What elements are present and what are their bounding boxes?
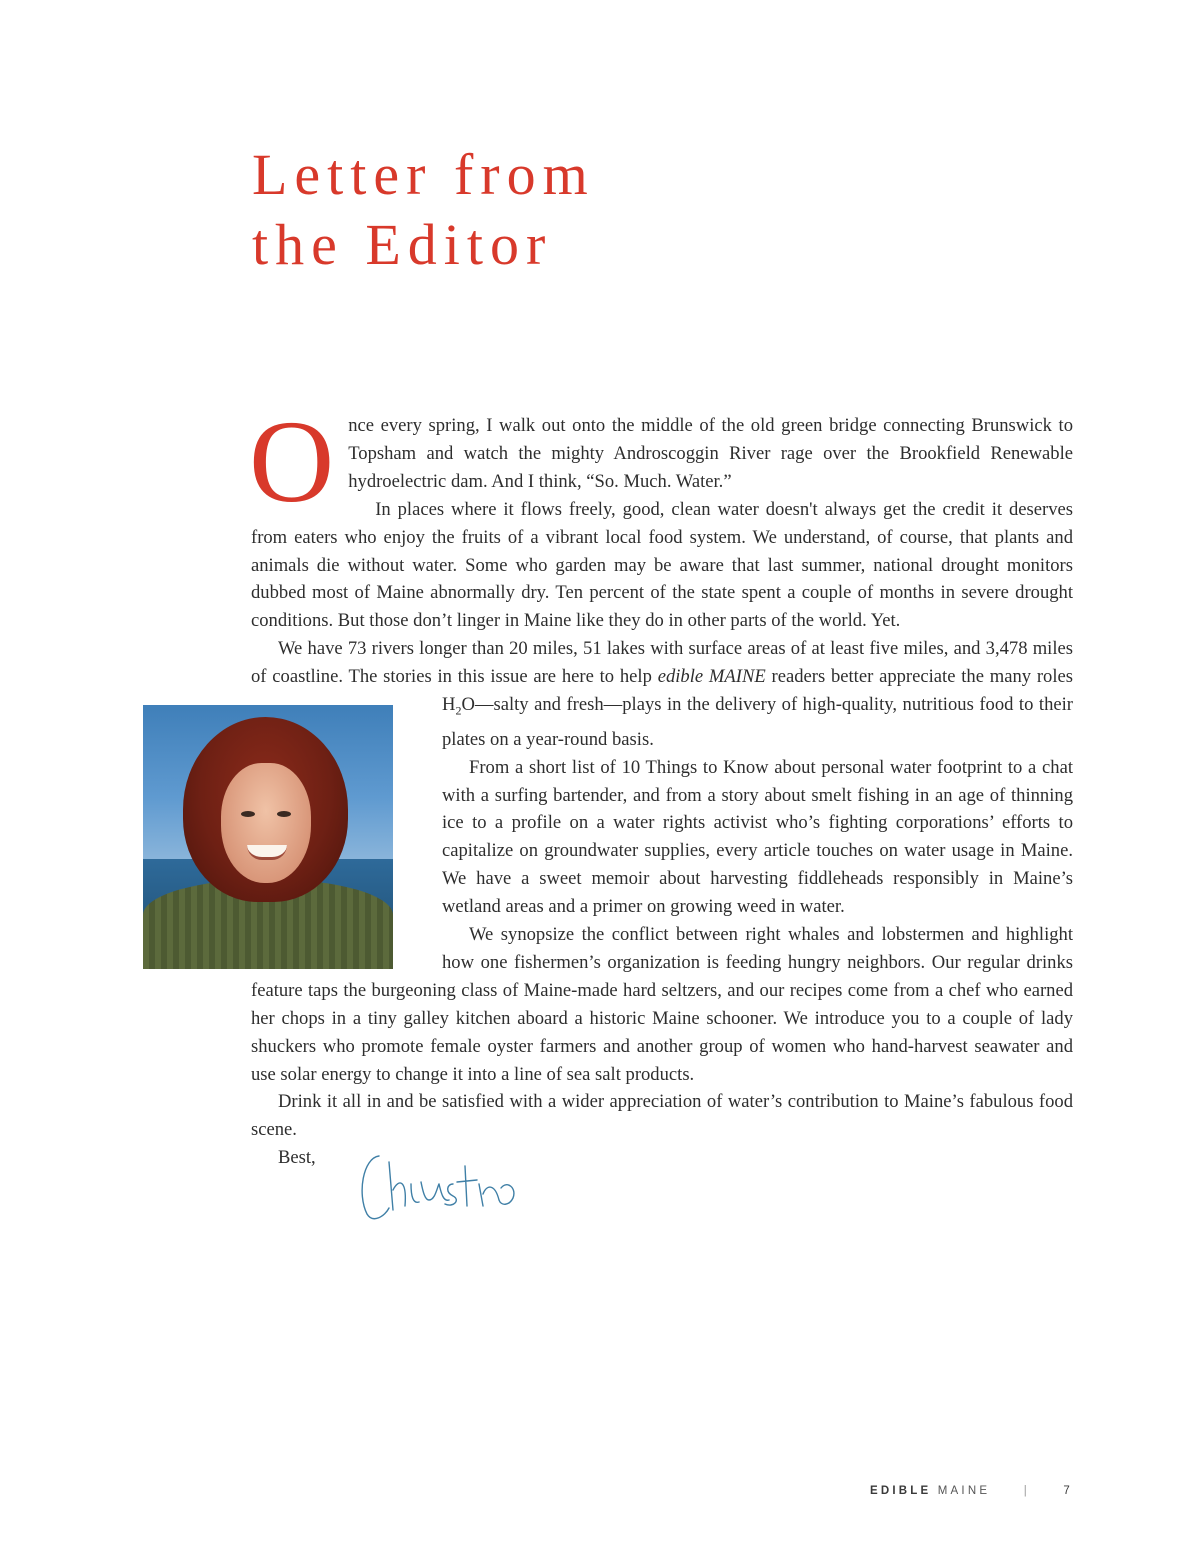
- paragraph-4: From a short list of 10 Things to Know about personal water footprint to a chat with a surfing bartender, and from a story about smelt fishing in an age of thinning ice to a profile on a water rights activist who’s fighting corporations’ efforts to capitalize on groundwater supplies, every article touches on water usage in Maine. We have a sweet memoir about harvesting fiddleheads responsibly in Maine’s wetland areas and a primer on growing weed in water.: [442, 756, 1073, 918]
- paragraph-5: We synopsize the conflict between right whales and lobstermen and highlight how one fishermen’s organization is feeding hungry neighbors. Our regular drinks feature taps the burgeoning class of Maine-made hard seltzers, and our recipes come from a chef who earned her chops in a tiny galley kitchen aboard a historic Maine schooner. We introduce you to a couple of lady shuckers who promote female oyster farmers and another group of women who hand-harvest seawater and use solar energy to change it into a line of sea salt products.: [251, 924, 1073, 1085]
- p3-part-b: readers better appreciate the many roles H: [442, 666, 1073, 716]
- signature: [322, 1144, 519, 1233]
- page-footer: [870, 1485, 1073, 1497]
- editor-photo: [143, 705, 393, 969]
- footer-brand: [870, 1485, 990, 1497]
- letter-body: [249, 396, 1073, 1233]
- paragraph-1: [249, 396, 1073, 527]
- title-line-2: the Editor: [252, 212, 553, 277]
- photo-face: [221, 763, 311, 883]
- paragraph-6: Drink it all in and be satisfied with a wider appreciation of water’s contribution to Maine’s fabulous food scene.: [251, 1091, 1073, 1141]
- page-number: 7: [1063, 1485, 1073, 1497]
- p3-part-c: O—salty and fresh—plays in the delivery of high-quality, nutritious food to their plates on a year-round basis.: [442, 694, 1073, 750]
- photo-eye-right: [277, 811, 291, 817]
- p3-part-a: We have 73 rivers longer than 20 miles, 51 lakes with surface areas of at least five miles, and 3,478 miles of coastline. The stories in this issue are here to help: [251, 638, 1073, 688]
- paragraph-2: In places where it flows freely, good, clean water doesn't always get the credit it deserves from eaters who enjoy the fruits of a vibrant local food system. We understand, of course, that plants and animals die without water. Some who garden may be aware that last summer, national drought monitors dubbed most of Maine abnormally dry. Ten percent of the state spent a couple of months in severe drought conditions. But those don’t linger in Maine like they do in other parts of the world. Yet.: [251, 498, 1073, 632]
- title-line-1: Letter from: [252, 142, 595, 207]
- brand-bold: EDIBLE: [870, 1485, 932, 1497]
- closing-line: [251, 1144, 1073, 1233]
- page-title: [252, 140, 595, 280]
- brand-light: MAINE: [937, 1485, 991, 1497]
- photo-wrap: [197, 705, 417, 968]
- footer-separator: |: [1023, 1485, 1030, 1497]
- closing-text: Best,: [278, 1147, 316, 1169]
- paragraph-1-text: nce every spring, I walk out onto the middle of the old green bridge connecting Brunswick to Topsham and watch the mighty Androscoggin River rage over the Brookfield Renewable hydroelectric dam. And I think, “So. Much. Water.”: [348, 415, 1073, 492]
- photo-eye-left: [241, 811, 255, 817]
- magazine-name: edible MAINE: [657, 666, 766, 688]
- signature-graphic: [349, 1144, 519, 1224]
- h2o-subscript: 2: [455, 703, 462, 718]
- drop-cap: O: [249, 396, 335, 527]
